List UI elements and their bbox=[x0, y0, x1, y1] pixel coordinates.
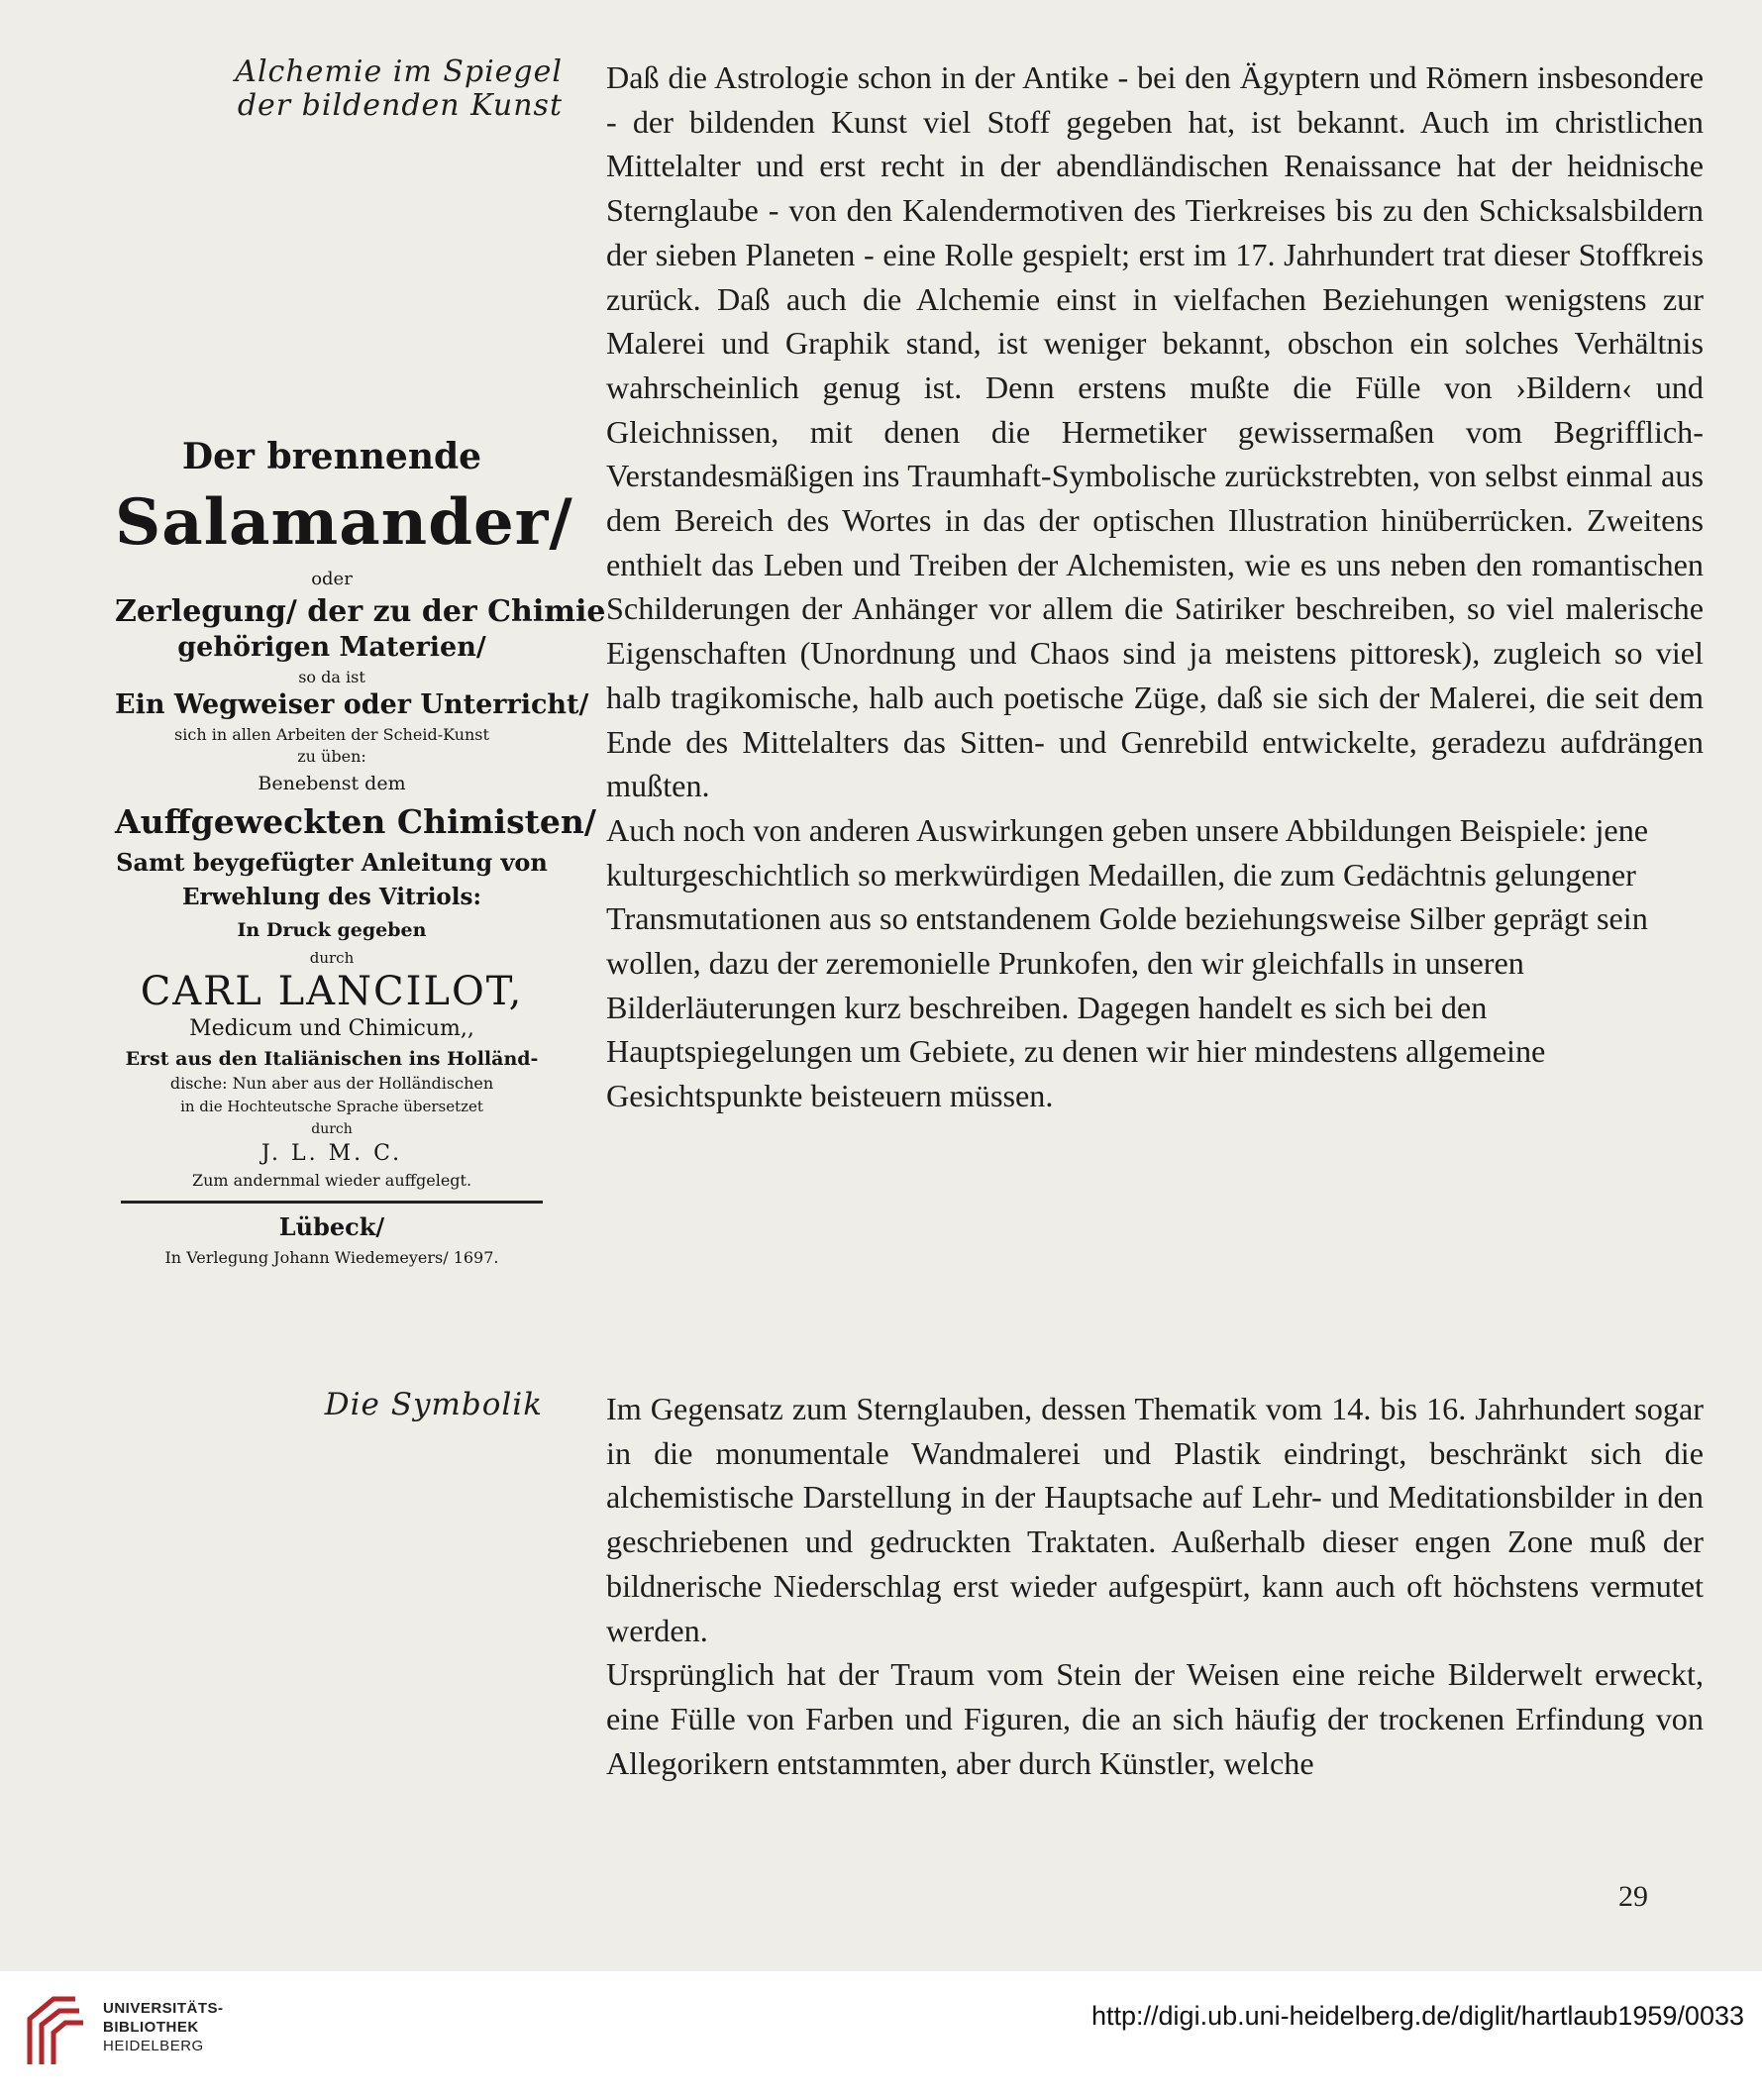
library-name bbox=[103, 1999, 224, 2055]
title-line: Der brennende bbox=[181, 436, 482, 477]
source-url[interactable]: http://digi.ub.uni-heidelberg.de/diglit/hartlaub1959/0033 bbox=[1091, 2001, 1744, 2031]
footer-bar bbox=[0, 1971, 1762, 2100]
page-number: 29 bbox=[1618, 1880, 1648, 1913]
running-title bbox=[198, 55, 563, 123]
title-page-facsimile bbox=[115, 436, 606, 1288]
title-line: sich in allen Arbeiten der Scheid-Kunst bbox=[174, 725, 489, 744]
title-line: Salamander/ bbox=[115, 485, 573, 560]
title-line: J. L. M. C. bbox=[260, 1141, 403, 1166]
running-title-line-1: Alchemie im Spiegel bbox=[235, 54, 563, 89]
title-line: In Druck gegeben bbox=[237, 919, 427, 941]
title-line: durch bbox=[309, 949, 355, 967]
library-name-line-1: UNIVERSITÄTS- bbox=[103, 2000, 224, 2017]
title-line: Samt beygefügter Anleitung von bbox=[116, 848, 548, 877]
title-line: Benebenst dem bbox=[258, 773, 406, 794]
title-line: oder bbox=[311, 569, 353, 589]
title-line: Zerlegung/ der zu der Chimie bbox=[115, 594, 606, 629]
title-line: Lübeck/ bbox=[278, 1212, 385, 1241]
title-line: Erst aus den Italiänischen ins Holländ- bbox=[125, 1048, 539, 1070]
section-heading: Die Symbolik bbox=[324, 1387, 543, 1422]
title-line: CARL LANCILOT, bbox=[140, 969, 524, 1014]
title-line: Ein Wegweiser oder Unterricht/ bbox=[115, 689, 589, 720]
title-line: Auffgeweckten Chimisten/ bbox=[115, 802, 596, 841]
title-line: durch bbox=[311, 1121, 353, 1137]
paragraph: Auch noch von anderen Auswirkungen geben unsere Abbildungen Beispiele: jene kulturgeschichtlich so merkwürdigen Medaillen, die zum Gedächtnis gelungener Transmutationen aus so entstandenem Golde beziehungsweise Silber geprägt sein wollen, dazu der zeremonielle Prunkofen, den wir gleichfalls in unseren Bilderläuterungen kurz beschreiben. Dagegen handelt es sich bei den Hauptspiegelungen um Gebiete, zu denen wir hier mindestens allgemeine Gesichtspunkte beisteuern müssen. bbox=[606, 811, 1649, 1114]
body-text-section-1 bbox=[606, 55, 1704, 1118]
title-line: zu üben: bbox=[297, 747, 366, 766]
body-text-section-2 bbox=[606, 1387, 1704, 1785]
library-logo-icon bbox=[20, 1989, 105, 2074]
title-line: In Verlegung Johann Wiedemeyers/ 1697. bbox=[164, 1248, 499, 1267]
title-line: gehörigen Materien/ bbox=[177, 632, 486, 663]
title-rule bbox=[121, 1201, 543, 1204]
title-line: Erwehlung des Vitriols: bbox=[182, 884, 481, 910]
title-line: so da ist bbox=[298, 668, 365, 686]
library-name-line-2: BIBLIOTHEK bbox=[103, 2019, 199, 2036]
running-title-line-2: der bildenden Kunst bbox=[237, 88, 563, 123]
paragraph: Im Gegensatz zum Sternglauben, dessen Thematik vom 14. bis 16. Jahrhundert sogar in die monumentale Wandmalerei und Plastik eindringt, beschränkt sich die alchemistische Darstellung in der Hauptsache auf Lehr- und Meditationsbilder in den geschriebenen und gedruckten Traktaten. Außerhalb dieser engen Zone muß der bildnerische Niederschlag erst wieder aufgespürt, kann auch oft höchstens vermutet werden. bbox=[606, 1391, 1704, 1648]
library-name-line-3: HEIDELBERG bbox=[103, 2038, 204, 2054]
title-line: in die Hochteutsche Sprache übersetzet bbox=[180, 1098, 483, 1115]
paragraph: Ursprünglich hat der Traum vom Stein der Weisen eine reiche Bilderwelt erweckt, eine Fülle von Farben und Figuren, die an sich häufig der trockenen Erfindung von Allegorikern entstammten, aber durch Künstler, welche bbox=[606, 1656, 1704, 1781]
title-line: Medicum und Chimicum,, bbox=[189, 1016, 474, 1041]
title-line: Zum andernmal wieder auffgelegt. bbox=[191, 1171, 472, 1190]
title-line: dische: Nun aber aus der Holländischen bbox=[169, 1074, 494, 1093]
paragraph: Daß die Astrologie schon in der Antike - bei den Ägyptern und Römern insbesondere - der bildenden Kunst viel Stoff gegeben hat, ist bekannt. Auch im christlichen Mittelalter und erst recht in der abendländischen Renaissance hat der heidnische Sternglaube - von den Kalendermotiven des Tierkreises bis zu den Schicksalsbildern der sieben Planeten - eine Rolle gespielt; erst im 17. Jahrhundert trat dieser Stoffkreis zurück. Daß auch die Alchemie einst in vielfachen Beziehungen wenigstens zur Malerei und Graphik stand, ist weniger bekannt, obschon ein solches Verhältnis wahrscheinlich genug ist. Denn erstens mußte die Fülle von ›Bildern‹ und Gleichnissen, mit denen die Hermetiker gewissermaßen vom Begrifflich-Verstandesmäßigen ins Traumhaft-Symbolische zurückstrebten, von selbst einmal aus dem Bereich des Wortes in das der optischen Illustration hinüberrücken. Zweitens enthielt das Leben und Treiben der Alchemisten, wie es uns neben den romantischen Schilderungen der Anhänger vor allem die Satiriker beschreiben, so viel malerische Eigenschaften (Unordnung und Chaos sind ja meistens pittoresk), zugleich so viel halb tragikomische, halb auch poetische Züge, daß sie sich der Malerei, die seit dem Ende des Mittelalters das Sitten- und Genrebild entwickelte, geradezu aufdrängen mußten. bbox=[606, 59, 1704, 804]
